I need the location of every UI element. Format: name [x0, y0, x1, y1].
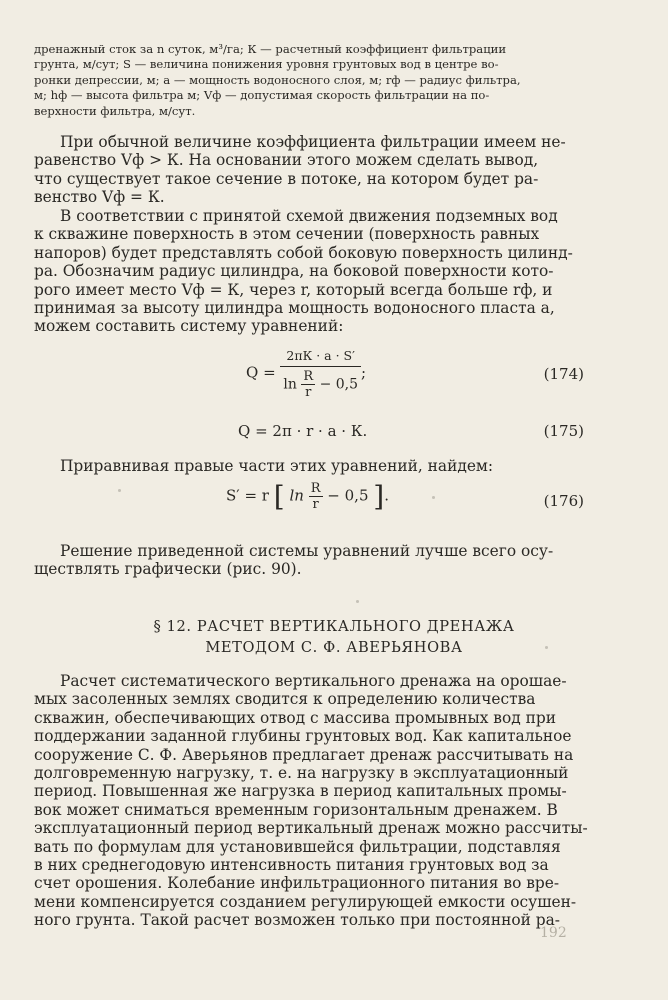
- text-line: сооружение С. Ф. Аверьянов предлагает дренаж рассчитывать на: [34, 745, 574, 764]
- text-line: мых засоленных землях сводится к определению количества: [34, 690, 536, 709]
- text-line: ного грунта. Такой расчет возможен только при постоянной ра-: [34, 911, 561, 930]
- eq174-numerator: 2πК · a · S′: [280, 348, 361, 367]
- eq176-frac-num: R: [310, 481, 321, 496]
- equation-174: [246, 348, 366, 399]
- text-line: напоров) будет представлять собой боковую поверхность цилинд-: [34, 243, 573, 262]
- text-line: При обычной величине коэффициента фильтрации имеем не-: [60, 133, 566, 151]
- eq174-fraction: [280, 348, 361, 399]
- text-line: счет орошения. Колебание инфильтрационного питания во вре-: [34, 874, 560, 893]
- equation-number-176: (176): [543, 492, 584, 510]
- text-line: можем составить систему уравнений:: [34, 317, 344, 336]
- text-line: мени компенсируется созданием регулирующей емкости осушен-: [34, 892, 577, 911]
- footnote-line: дренажный сток за n суток, м³/га; К — расчетный коэффициент фильтрации: [34, 42, 507, 56]
- paragraph-averyanov: [34, 672, 590, 930]
- footnote-line: ронки депрессии, м; a — мощность водоносного слоя, м; rф — радиус фильтра,: [34, 72, 521, 87]
- paragraph-equate: [34, 457, 590, 475]
- text-line: что существует такое сечение в потоке, на котором будет ра-: [34, 169, 539, 188]
- text-line: в них среднегодовую интенсивность питания грунтовых вод за: [34, 856, 549, 875]
- equation-176: [226, 480, 389, 513]
- eq176-left-bracket: [: [273, 480, 285, 513]
- eq174-inner-fraction: [301, 370, 315, 399]
- page-number: 192: [540, 925, 567, 941]
- text-line: поддержании заданной глубины грунтовых вод. Как капитальное: [34, 727, 572, 746]
- text-line: равенство Vф > К. На основании этого можем сделать вывод,: [34, 151, 539, 170]
- eq174-denominator: [280, 367, 361, 399]
- text-line: скважин, обеспечивающих отвод с массива промывных вод при: [34, 708, 556, 727]
- paragraph-graphical: [34, 542, 590, 579]
- text-line: вать по формулам для установившейся фильтрации, подставляя: [34, 837, 561, 856]
- equation-number-174: (174): [543, 365, 584, 383]
- equation-175: Q = 2π · r · a · К.: [238, 422, 368, 440]
- text-line: рого имеет место Vф = К, через r, который всегда больше rф, и: [34, 280, 553, 299]
- print-speck: [545, 646, 548, 649]
- text-line: ра. Обозначим радиус цилиндра, на боковой поверхности кото-: [34, 262, 554, 281]
- footnote-block: [34, 42, 590, 119]
- text-line: В соответствии с принятой схемой движения подземных вод: [60, 207, 558, 225]
- footnote-line: грунта, м/сут; S — величина понижения уровня грунтовых вод в центре во-: [34, 57, 499, 72]
- eq174-ln: ln: [283, 376, 297, 393]
- section-heading-line-2: МЕТОДОМ С. Ф. АВЕРЬЯНОВА: [205, 639, 463, 656]
- eq174-inner-num: R: [303, 369, 314, 384]
- eq176-right-bracket: ]: [373, 480, 385, 513]
- eq174-tail: − 0,5: [319, 376, 359, 393]
- eq176-fraction: [309, 482, 323, 511]
- eq176-lhs: S′ = r: [226, 486, 269, 505]
- eq176-ln: ln: [289, 486, 304, 505]
- text-line: период. Повышенная же нагрузка в период капитальных промы-: [34, 782, 567, 801]
- print-speck: [356, 600, 359, 603]
- paragraph-inequality: [34, 133, 590, 207]
- eq176-trail: .: [384, 486, 389, 505]
- text-line: Приравнивая правые части этих уравнений, найдем:: [60, 457, 494, 475]
- print-speck: [432, 496, 435, 499]
- paragraph-cylinder: [34, 207, 590, 336]
- text-line: Решение приведенной системы уравнений лучше всего осу-: [60, 542, 554, 560]
- text-line: долговременную нагрузку, т. е. на нагрузку в эксплуатационный: [34, 764, 569, 783]
- text-line: Расчет систематического вертикального дренажа на орошае-: [60, 672, 567, 690]
- text-line: принимая за высоту цилиндра мощность водоносного пласта a,: [34, 299, 555, 318]
- footnote-line: м; hф — высота фильтра м; Vф — допустимая скорость фильтрации на по-: [34, 88, 490, 103]
- eq176-tail: − 0,5: [327, 486, 369, 505]
- text-line: эксплуатационный период вертикальный дренаж можно рассчиты-: [34, 819, 588, 838]
- eq176-frac-den: r: [312, 497, 319, 512]
- text-line: ществлять графически (рис. 90).: [34, 560, 302, 579]
- eq174-inner-den: r: [305, 385, 312, 400]
- eq174-trail: ;: [360, 363, 367, 382]
- print-speck: [118, 489, 121, 492]
- text-line: вок может сниматься временным горизонтальным дренажем. В: [34, 800, 558, 819]
- section-heading-line-1: § 12. РАСЧЕТ ВЕРТИКАЛЬНОГО ДРЕНАЖА: [153, 618, 515, 635]
- eq174-lhs: Q =: [246, 363, 276, 382]
- footnote-line: верхности фильтра, м/сут.: [34, 103, 196, 118]
- equation-number-175: (175): [543, 422, 584, 440]
- text-line: венство Vф = К.: [34, 188, 165, 207]
- text-line: к скважине поверхность в этом сечении (поверхность равных: [34, 225, 540, 244]
